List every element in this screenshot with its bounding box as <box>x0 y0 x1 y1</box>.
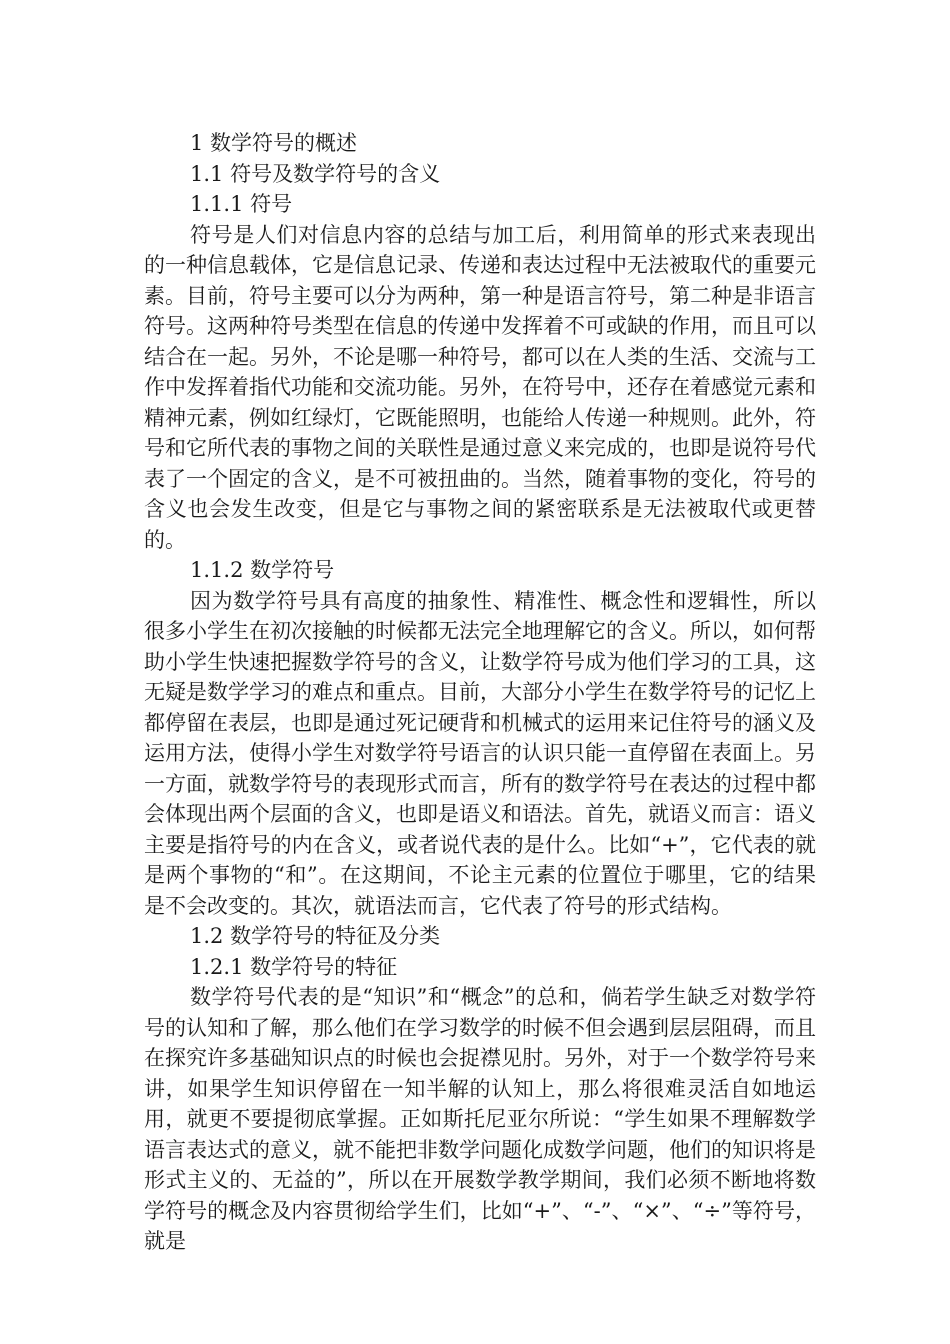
heading-level-3: 1.1.2 数学符号 <box>190 558 335 582</box>
paragraph-math-symbol: 因为数学符号具有高度的抽象性、精准性、概念性和逻辑性，所以很多小学生在初次接触的时候都无法完全地理解它的含义。所以，如何帮助小学生快速把握数学符号的含义，让数学符号成为他们学习的工具，这无疑是数学学习的难点和重点。目前，大部分小学生在数学符号的记忆上都停留在表层，也即是通过死记硬背和机械式的运用来记住符号的涵义及运用方法，使得小学生对数学符号语言的认识只能一直停留在表面上。另一方面，就数学符号的表现形式而言，所有的数学符号在表达的过程中都会体现出两个层面的含义，也即是语义和语法。首先，就语义而言：语义主要是指符号的内在含义，或者说代表的是什么。比如“+”，它代表的就是两个事物的“和”。在这期间，不论主元素的位置位于哪里，它的结果是不会改变的。其次，就语法而言，它代表了符号的形式结构。 <box>144 588 816 918</box>
heading-level-1: 1 数学符号的概述 <box>190 131 358 155</box>
paragraph-math-symbol-features: 数学符号代表的是“知识”和“概念”的总和，倘若学生缺乏对数学符号的认知和了解，那么他们在学习数学的时候不但会遇到层层阻碍，而且在探究许多基础知识点的时候也会捉襟见肘。另外，对于一个数学符号来讲，如果学生知识停留在一知半解的认知上，那么将很难灵活自如地运用，就更不要提彻底掌握。正如斯托尼亚尔所说：“学生如果不理解数学语言表达式的意义，就不能把非数学问题化成数学问题，他们的知识将是形式主义的、无益的”，所以在开展数学教学期间，我们必须不断地将数学符号的概念及内容贯彻给学生们，比如“+”、“-”、“×”、“÷”等符号，就是 <box>144 985 816 1253</box>
heading-level-2: 1.2 数学符号的特征及分类 <box>190 924 441 948</box>
heading-level-3: 1.2.1 数学符号的特征 <box>190 954 398 979</box>
heading-level-3: 1.1.1 符号 <box>190 192 293 216</box>
paragraph-symbol: 符号是人们对信息内容的总结与加工后，利用简单的形式来表现出的一种信息载体，它是信息记录、传递和表达过程中无法被取代的重要元素。目前，符号主要可以分为两种，第一种是语言符号，第二种是非语言符号。这两种符号类型在信息的传递中发挥着不可或缺的作用，而且可以结合在一起。另外，不论是哪一种符号，都可以在人类的生活、交流与工作中发挥着指代功能和交流功能。另外，在符号中，还存在着感觉元素和精神元素，例如红绿灯，它既能照明，也能给人传递一种规则。此外，符号和它所代表的事物之间的关联性是通过意义来完成的，也即是说符号代表了一个固定的含义，是不可被扭曲的。当然，随着事物的变化，符号的含义也会发生改变，但是它与事物之间的紧密联系是无法被取代或更替的。 <box>144 222 816 552</box>
heading-level-2: 1.1 符号及数学符号的含义 <box>190 161 441 186</box>
document-page <box>144 128 816 1257</box>
